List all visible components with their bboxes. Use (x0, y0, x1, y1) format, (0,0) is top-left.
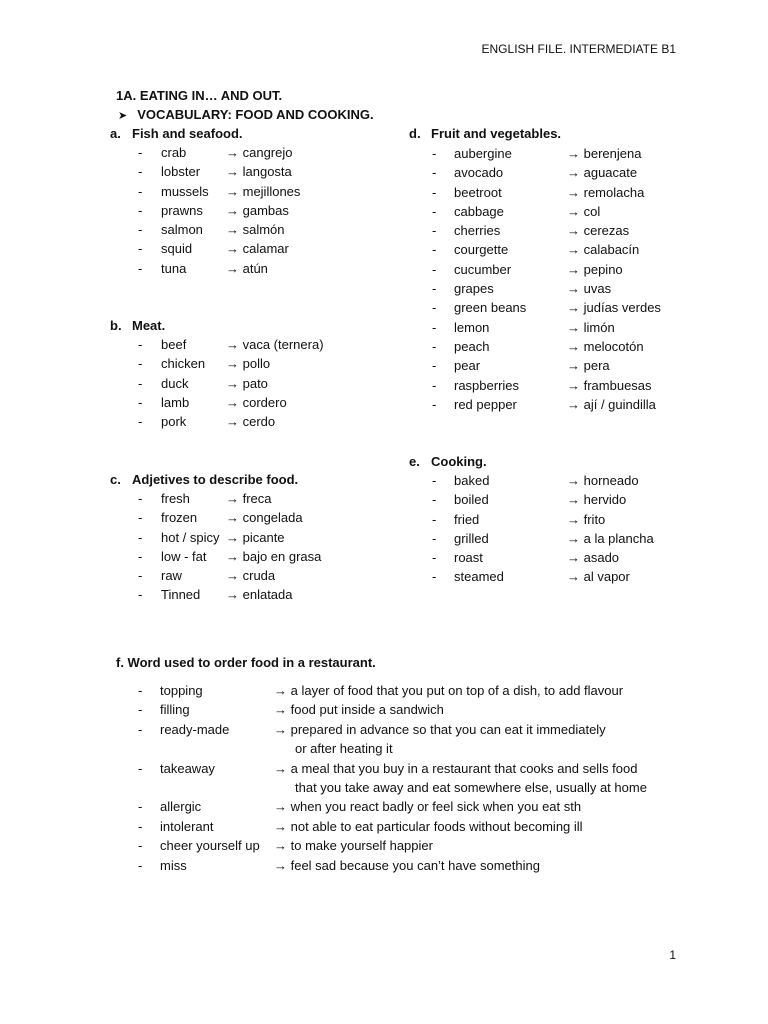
dash-bullet: - (432, 511, 437, 527)
dash-bullet: - (138, 145, 143, 160)
dash-bullet: - (432, 184, 437, 200)
list-item (432, 163, 722, 182)
unit-title: 1A. EATING IN… AND OUT. (116, 88, 283, 103)
vocab-word: beef (161, 337, 187, 352)
vocab-word: raw (161, 568, 182, 584)
vocab-translation: → congelada (226, 510, 303, 526)
vocab-translation: → cerdo (226, 414, 276, 430)
vocab-word: lobster (161, 164, 201, 180)
vocab-translation: → col (567, 203, 601, 219)
dash-bullet: - (138, 529, 143, 545)
vocab-translation: → cangrejo (226, 145, 293, 160)
vocab-translation: → hervido (567, 492, 627, 508)
vocab-translation: → judías verdes (567, 300, 661, 316)
vocab-word: Tinned (161, 587, 201, 603)
section-title: Meat. (132, 318, 166, 333)
list-item (432, 490, 722, 509)
dash-bullet: - (138, 222, 143, 238)
vocab-word: pear (454, 358, 481, 374)
list-item (138, 856, 698, 875)
dash-bullet: - (138, 799, 143, 815)
vocab-word: fried (454, 511, 480, 527)
list-item (138, 681, 698, 700)
vocab-word: grilled (454, 530, 489, 546)
vocab-word: prawns (161, 202, 203, 218)
dash-bullet: - (138, 241, 143, 257)
vocab-translation: → calamar (226, 241, 289, 257)
dash-bullet: - (138, 394, 143, 410)
list-item (432, 471, 722, 490)
vocab-word: red pepper (454, 396, 517, 412)
dash-bullet: - (138, 702, 143, 718)
vocab-word: duck (161, 375, 189, 391)
list-item (138, 143, 398, 162)
section-title: Adjetives to describe food. (132, 472, 299, 487)
dash-bullet: - (138, 260, 143, 276)
vocab-word: cherries (454, 223, 501, 239)
list-item (138, 393, 398, 412)
list-item (138, 162, 398, 181)
vocab-word: boiled (454, 492, 489, 508)
vocab-translation: → melocotón (567, 338, 644, 354)
vocab-word: crab (161, 145, 187, 160)
vocabulary-subtitle (118, 107, 374, 122)
dash-bullet: - (138, 568, 143, 584)
vocab-translation: → pollo (226, 356, 271, 372)
vocab-translation: → atún (226, 260, 268, 276)
dash-bullet: - (138, 510, 143, 526)
vocab-definition: → prepared in advance so that you can eat it immediately (274, 721, 606, 737)
vocab-word: pork (161, 414, 187, 430)
dash-bullet: - (432, 319, 437, 335)
vocab-word: aubergine (454, 146, 512, 161)
vocab-translation: → limón (567, 319, 615, 335)
list-item (432, 548, 722, 567)
definition-continuation (138, 739, 698, 758)
definition-continuation (138, 778, 698, 797)
list-item (432, 240, 722, 259)
list-item (138, 759, 698, 778)
vocab-translation: → pepino (567, 261, 623, 277)
list-item (138, 508, 398, 527)
dash-bullet: - (138, 183, 143, 199)
vocab-word: chicken (161, 356, 206, 372)
meat-list (138, 335, 398, 431)
vocab-word: takeaway (160, 760, 215, 776)
dash-bullet: - (138, 587, 143, 603)
vocab-translation: → pera (567, 358, 610, 374)
dash-bullet: - (138, 857, 143, 873)
vocab-definition: → feel sad because you can’t have something (274, 857, 540, 873)
list-item (138, 182, 398, 201)
vocab-word: lamb (161, 394, 190, 410)
dash-bullet: - (432, 492, 437, 508)
dash-bullet: - (432, 281, 437, 297)
list-item (138, 374, 398, 393)
list-item (138, 836, 698, 855)
list-item (138, 354, 398, 373)
list-item (432, 356, 722, 375)
page-number: 1 (669, 948, 676, 962)
vocab-word: frozen (161, 510, 198, 526)
list-item (138, 335, 398, 354)
vocab-translation: → cruda (226, 568, 276, 584)
dash-bullet: - (138, 818, 143, 834)
vocab-translation: → langosta (226, 164, 292, 180)
list-item (432, 202, 722, 221)
dash-bullet: - (138, 356, 143, 372)
vocab-translation: → aguacate (567, 165, 638, 181)
vocab-translation: → al vapor (567, 569, 630, 585)
section-letter: e. (409, 454, 420, 469)
vocab-word: avocado (454, 165, 504, 181)
dash-bullet: - (138, 491, 143, 506)
vocab-translation: → mejillones (226, 183, 301, 199)
section-title: Cooking. (431, 454, 487, 469)
vocab-translation: → vaca (ternera) (226, 337, 324, 352)
list-item (432, 279, 722, 298)
dash-bullet: - (138, 414, 143, 430)
vocab-translation: → enlatada (226, 587, 293, 603)
dash-bullet: - (138, 164, 143, 180)
vocab-word: filling (160, 702, 190, 718)
dash-bullet: - (432, 473, 437, 488)
list-item (432, 183, 722, 202)
vocab-translation: → cordero (226, 394, 287, 410)
section-c-heading (110, 472, 298, 487)
vocab-definition: → not able to eat particular foods without becoming ill (274, 818, 583, 834)
vocab-translation: → picante (226, 529, 285, 545)
dash-bullet: - (138, 683, 143, 698)
vocab-word: fresh (161, 491, 190, 506)
fish-seafood-list (138, 143, 398, 278)
list-item (432, 510, 722, 529)
vocab-word: beetroot (454, 184, 502, 200)
vocab-definition: → when you react badly or feel sick when you eat sth (274, 799, 582, 815)
document-header: ENGLISH FILE. INTERMEDIATE B1 (481, 42, 676, 56)
vocab-word: allergic (160, 799, 202, 815)
list-item (138, 239, 398, 258)
section-letter: a. (110, 126, 121, 141)
vocab-word: topping (160, 683, 203, 698)
vocab-translation: → pato (226, 375, 268, 391)
dash-bullet: - (432, 338, 437, 354)
vocab-definition: → a meal that you buy in a restaurant that cooks and sells food (274, 760, 638, 776)
vocab-word: miss (160, 857, 187, 873)
vocab-word: hot / spicy (161, 529, 220, 545)
vocab-translation: → ají / guindilla (567, 396, 656, 412)
vocab-word: tuna (161, 260, 187, 276)
list-item (138, 797, 698, 816)
dash-bullet: - (432, 396, 437, 412)
list-item (432, 529, 722, 548)
adjectives-list (138, 489, 398, 605)
dash-bullet: - (432, 261, 437, 277)
vocab-word: courgette (454, 242, 509, 258)
vocab-word: cucumber (454, 261, 512, 277)
section-a-heading (110, 126, 243, 141)
arrow-bullet-icon: ➤ (118, 110, 128, 122)
vocab-translation: → salmón (226, 222, 285, 238)
vocab-translation: → frito (567, 511, 606, 527)
vocab-word: steamed (454, 569, 504, 585)
list-item (138, 700, 698, 719)
list-item (138, 489, 398, 508)
vocab-translation: → bajo en grasa (226, 548, 322, 564)
dash-bullet: - (432, 203, 437, 219)
vocab-word: lemon (454, 319, 490, 335)
list-item (138, 220, 398, 239)
section-title: Fish and seafood. (132, 126, 243, 141)
list-item (432, 260, 722, 279)
continuation-text: that you take away and eat somewhere else, usually at home (295, 779, 647, 795)
dash-bullet: - (432, 358, 437, 374)
dash-bullet: - (432, 165, 437, 181)
list-item (432, 395, 722, 414)
dash-bullet: - (432, 242, 437, 258)
section-e-heading (409, 454, 487, 469)
vocab-word: roast (454, 550, 483, 566)
list-item (432, 337, 722, 356)
vocab-word: salmon (161, 222, 203, 238)
vocab-word: ready-made (160, 721, 230, 737)
vocab-word: green beans (454, 300, 527, 316)
section-b-heading (110, 318, 165, 333)
vocab-translation: → remolacha (567, 184, 645, 200)
dash-bullet: - (432, 300, 437, 316)
dash-bullet: - (138, 202, 143, 218)
dash-bullet: - (138, 375, 143, 391)
vocab-word: intolerant (160, 818, 214, 834)
vocab-word: mussels (161, 183, 209, 199)
dash-bullet: - (138, 337, 143, 352)
dash-bullet: - (138, 760, 143, 776)
vocab-definition: → to make yourself happier (274, 838, 433, 854)
vocab-word: baked (454, 473, 490, 488)
list-item (138, 585, 398, 604)
dash-bullet: - (432, 146, 437, 161)
list-item (432, 144, 722, 163)
vocab-word: cabbage (454, 203, 504, 219)
list-item (432, 221, 722, 240)
section-title: Fruit and vegetables. (431, 126, 562, 141)
section-d-heading (409, 126, 561, 141)
section-f-heading: f. Word used to order food in a restaurant. (116, 655, 376, 670)
dash-bullet: - (138, 721, 143, 737)
fruit-vegetables-list (432, 144, 722, 414)
section-letter: b. (110, 318, 122, 333)
restaurant-words-list (138, 681, 698, 875)
vocab-translation: → gambas (226, 202, 289, 218)
list-item (138, 259, 398, 278)
vocab-translation: → frambuesas (567, 377, 652, 393)
list-item (138, 720, 698, 739)
vocab-translation: → uvas (567, 281, 612, 297)
vocab-word: low - fat (161, 548, 207, 564)
dash-bullet: - (432, 223, 437, 239)
vocab-definition: → food put inside a sandwich (274, 702, 444, 718)
vocab-translation: → berenjena (567, 146, 642, 161)
dash-bullet: - (138, 548, 143, 564)
dash-bullet: - (432, 377, 437, 393)
list-item (138, 201, 398, 220)
vocab-definition: → a layer of food that you put on top of a dish, to add flavour (274, 683, 624, 698)
vocab-translation: → horneado (567, 473, 639, 488)
vocab-word: cheer yourself up (160, 838, 260, 854)
list-item (432, 298, 722, 317)
continuation-text: or after heating it (295, 741, 393, 757)
dash-bullet: - (432, 569, 437, 585)
vocab-translation: → cerezas (567, 223, 630, 239)
subtitle-text: VOCABULARY: FOOD AND COOKING. (137, 107, 374, 122)
cooking-list (432, 471, 722, 587)
vocab-translation: → calabacín (567, 242, 640, 258)
list-item (138, 547, 398, 566)
vocab-word: raspberries (454, 377, 520, 393)
dash-bullet: - (432, 530, 437, 546)
list-item (432, 318, 722, 337)
dash-bullet: - (432, 550, 437, 566)
vocab-translation: → a la plancha (567, 530, 654, 546)
section-letter: c. (110, 472, 121, 487)
dash-bullet: - (138, 838, 143, 854)
vocab-word: squid (161, 241, 193, 257)
list-item (138, 817, 698, 836)
list-item (138, 528, 398, 547)
vocab-translation: → asado (567, 550, 620, 566)
vocab-word: grapes (454, 281, 494, 297)
vocab-word: peach (454, 338, 490, 354)
section-letter: d. (409, 126, 421, 141)
list-item (432, 376, 722, 395)
vocab-translation: → freca (226, 491, 272, 506)
list-item (138, 412, 398, 431)
list-item (432, 567, 722, 586)
list-item (138, 566, 398, 585)
